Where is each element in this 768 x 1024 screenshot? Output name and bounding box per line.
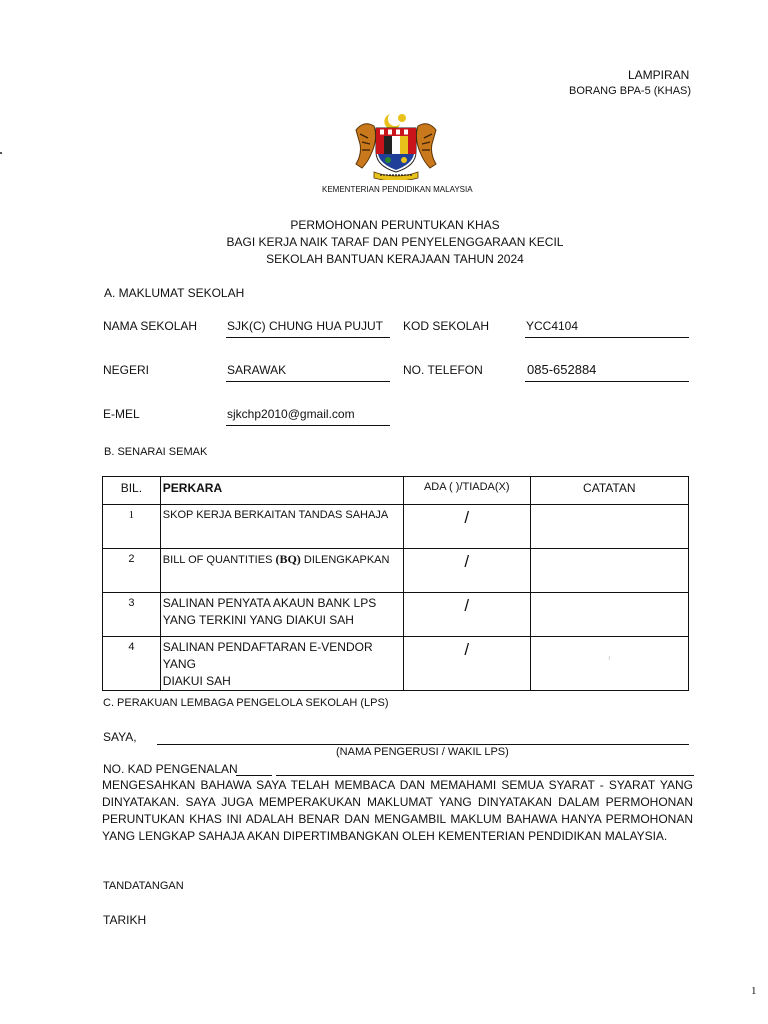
- row-bil: 3: [103, 593, 161, 637]
- lampiran-label: LAMPIRAN: [628, 68, 690, 82]
- row-perkara: SALINAN PENDAFTARAN E-VENDOR YANG DIAKUI SAH: [160, 637, 403, 691]
- kad-pengenalan-underline[interactable]: [276, 775, 694, 776]
- kad-pengenalan-label: NO. KAD PENGENALAN: [103, 762, 238, 776]
- row-catatan[interactable]: ı: [530, 637, 688, 691]
- emel-value[interactable]: sjkchp2010@gmail.com: [227, 407, 355, 421]
- table-header-row: [103, 477, 689, 505]
- title-line-3: SEKOLAH BANTUAN KERAJAAN TAHUN 2024: [266, 252, 524, 266]
- column-header-perkara: PERKARA: [160, 477, 403, 505]
- telefon-underline: [525, 381, 689, 382]
- row-perkara: SKOP KERJA BERKAITAN TANDAS SAHAJA: [160, 505, 403, 549]
- nama-pengerusi-underline[interactable]: [157, 744, 689, 745]
- tandatangan-label: TANDATANGAN: [103, 880, 184, 892]
- column-header-catatan: CATATAN: [530, 477, 688, 505]
- saya-label: SAYA,: [103, 730, 137, 744]
- row-bil: 2: [103, 549, 161, 593]
- emel-label: E-MEL: [103, 407, 140, 421]
- declaration-text: MENGESAHKAN BAHAWA SAYA TELAH MEMBACA DAN MEMAHAMI SEMUA SYARAT - SYARAT YANG DINYATAKAN. SAYA JUGA MEMPERAKUKAN MAKLUMAT YANG DINYATAKAN DALAM PERMOHONAN PERUNTUKAN KHAS INI ADALAH BENAR DAN MENGAMBIL MAKLUM BAHAWA HANYA PERMOHONAN YANG LENGKAP SAHAJA AKAN DIPERTIMBANGKAN OLEH KEMENTERIAN PENDIDIKAN MALAYSIA.: [102, 778, 693, 843]
- title-line-2: BAGI KERJA NAIK TARAF DAN PENYELENGGARAAN KECIL: [226, 235, 564, 249]
- table-row: [103, 505, 689, 549]
- nama-sekolah-underline: [226, 337, 390, 338]
- emel-underline: [226, 425, 390, 426]
- title-line-1: PERMOHONAN PERUNTUKAN KHAS: [290, 218, 500, 232]
- telefon-label: NO. TELEFON: [403, 363, 483, 377]
- telefon-value[interactable]: 085-652884: [527, 362, 597, 377]
- table-row: [103, 549, 689, 593]
- row-bil: 1: [103, 505, 161, 549]
- column-header-bil: BIL.: [103, 477, 161, 505]
- row-ada-mark[interactable]: /: [403, 593, 530, 637]
- row-bil: 4: [103, 637, 161, 691]
- borang-code: BORANG BPA-5 (KHAS): [569, 85, 692, 97]
- row-ada-mark[interactable]: /: [403, 549, 530, 593]
- nama-sekolah-label: NAMA SEKOLAH: [103, 319, 198, 333]
- nama-sekolah-value[interactable]: SJK(C) CHUNG HUA PUJUT: [227, 319, 384, 333]
- section-a-heading: A. MAKLUMAT SEKOLAH: [104, 286, 245, 300]
- negeri-underline: [226, 381, 390, 382]
- table-row: [103, 637, 689, 691]
- table-row: [103, 593, 689, 637]
- row-catatan[interactable]: [530, 593, 688, 637]
- row-ada-mark[interactable]: /: [403, 637, 530, 691]
- negeri-label: NEGERI: [103, 363, 150, 377]
- ministry-label: KEMENTERIAN PENDIDIKAN MALAYSIA: [322, 185, 473, 194]
- coat-of-arms-malaysia-icon: [350, 110, 442, 180]
- checklist-table: [102, 476, 689, 691]
- nama-pengerusi-caption: (NAMA PENGERUSI / WAKIL LPS): [336, 746, 509, 758]
- section-c-heading: C. PERAKUAN LEMBAGA PENGELOLA SEKOLAH (LPS): [103, 697, 389, 709]
- tarikh-label: TARIKH: [103, 913, 147, 927]
- row-perkara: SALINAN PENYATA AKAUN BANK LPS YANG TERKINI YANG DIAKUI SAH: [160, 593, 403, 637]
- row-perkara: BILL OF QUANTITIES (BQ) DILENGKAPKAN: [160, 549, 403, 593]
- section-b-heading: B. SENARAI SEMAK: [104, 446, 208, 458]
- kod-sekolah-value[interactable]: YCC4104: [526, 319, 579, 333]
- row-catatan[interactable]: [530, 505, 688, 549]
- kod-sekolah-underline: [525, 337, 689, 338]
- column-header-ada-tiada: ADA ( )/TIADA(X): [403, 477, 530, 505]
- negeri-value[interactable]: SARAWAK: [227, 363, 287, 377]
- scan-speck: [0, 152, 2, 154]
- row-ada-mark[interactable]: /: [403, 505, 530, 549]
- row-catatan[interactable]: [530, 549, 688, 593]
- kad-pengenalan-underline-short: [236, 775, 272, 776]
- page-number: 1: [751, 985, 757, 997]
- kod-sekolah-label: KOD SEKOLAH: [403, 319, 490, 333]
